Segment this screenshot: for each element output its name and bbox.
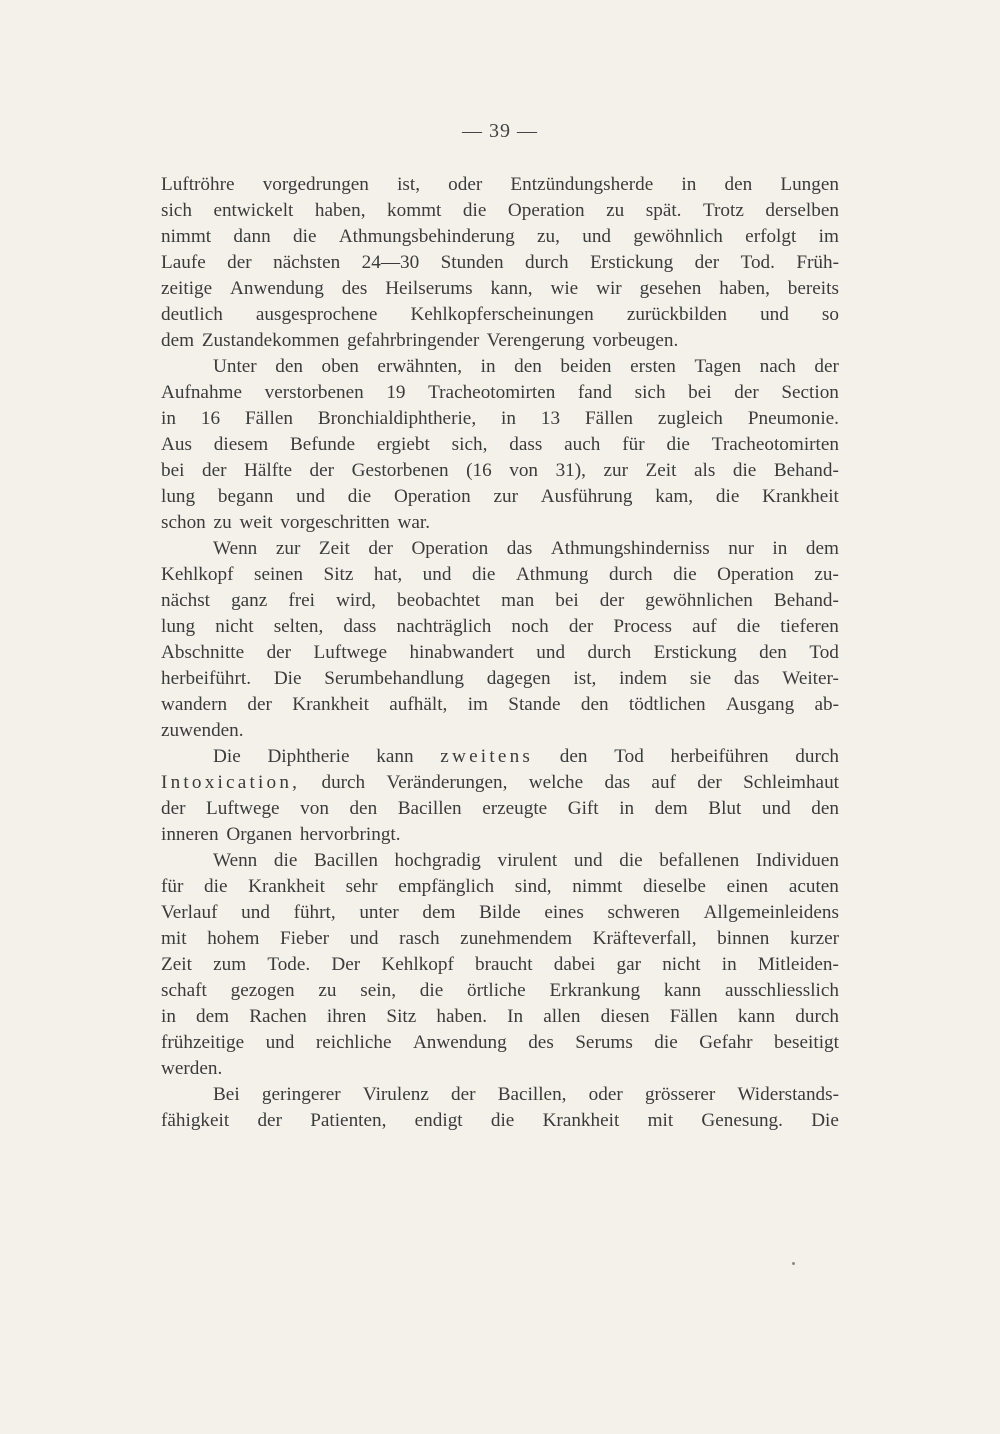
text-line: Wenn die Bacillen hochgradig virulent und die befallenen Individuen: [213, 850, 839, 871]
text-line: sich entwickelt haben, kommt die Operation zu spät. Trotz derselben: [161, 200, 839, 221]
text-line: bei der Hälfte der Gestorbenen (16 von 31), zur Zeit als die Behand-: [161, 460, 839, 481]
text-line: werden.: [161, 1058, 223, 1079]
page-number: — 39 —: [462, 120, 538, 142]
text-line: Intoxication, durch Veränderungen, welche das auf der Schleimhaut: [161, 772, 839, 793]
text-line: schaft gezogen zu sein, die örtliche Erkrankung kann ausschliesslich: [161, 980, 839, 1001]
text-line: Luftröhre vorgedrungen ist, oder Entzündungsherde in den Lungen: [161, 174, 839, 195]
text-line: herbeiführt. Die Serumbehandlung dagegen ist, indem sie das Weiter-: [161, 668, 839, 689]
text-line: frühzeitige und reichliche Anwendung des Serums die Gefahr beseitigt: [161, 1032, 839, 1053]
text-line: wandern der Krankheit aufhält, im Stande den tödtlichen Ausgang ab-: [161, 694, 839, 715]
text-line: mit hohem Fieber und rasch zunehmendem Kräfteverfall, binnen kurzer: [161, 928, 839, 949]
text-line: Die Diphtherie kann zweitens den Tod herbeiführen durch: [213, 746, 839, 767]
text-line: Bei geringerer Virulenz der Bacillen, oder grösserer Widerstands-: [213, 1084, 839, 1105]
text-line: fähigkeit der Patienten, endigt die Krankheit mit Genesung. Die: [161, 1110, 839, 1131]
text-line: Unter den oben erwähnten, in den beiden ersten Tagen nach der: [213, 356, 839, 377]
text-line: zuwenden.: [161, 720, 244, 741]
text-line: nimmt dann die Athmungsbehinderung zu, und gewöhnlich erfolgt im: [161, 226, 839, 247]
text-line: der Luftwege von den Bacillen erzeugte Gift in dem Blut und den: [161, 798, 839, 819]
body-text: [161, 172, 839, 1134]
text-line: schon zu weit vorgeschritten war.: [161, 512, 431, 533]
text-line: nächst ganz frei wird, beobachtet man bei der gewöhnlichen Behand-: [161, 590, 839, 611]
paper-speck: [792, 1262, 795, 1265]
text-line: Zeit zum Tode. Der Kehlkopf braucht dabei gar nicht in Mitleiden-: [161, 954, 839, 975]
text-line: für die Krankheit sehr empfänglich sind, nimmt dieselbe einen acuten: [161, 876, 839, 897]
text-line: lung nicht selten, dass nachträglich noch der Process auf die tieferen: [161, 616, 839, 637]
text-line: deutlich ausgesprochene Kehlkopferscheinungen zurückbilden und so: [161, 304, 839, 325]
text-line: Kehlkopf seinen Sitz hat, und die Athmung durch die Operation zu-: [161, 564, 839, 585]
text-line: lung begann und die Operation zur Ausführung kam, die Krankheit: [161, 486, 839, 507]
text-line: Verlauf und führt, unter dem Bilde eines schweren Allgemeinleidens: [161, 902, 839, 923]
text-line: Aus diesem Befunde ergiebt sich, dass auch für die Tracheotomirten: [161, 434, 839, 455]
text-line: Aufnahme verstorbenen 19 Tracheotomirten fand sich bei der Section: [161, 382, 839, 403]
text-line: in dem Rachen ihren Sitz haben. In allen diesen Fällen kann durch: [161, 1006, 839, 1027]
text-line: Laufe der nächsten 24—30 Stunden durch Erstickung der Tod. Früh-: [161, 252, 839, 273]
text-line: zeitige Anwendung des Heilserums kann, wie wir gesehen haben, bereits: [161, 278, 839, 299]
text-line: in 16 Fällen Bronchialdiphtherie, in 13 Fällen zugleich Pneumonie.: [161, 408, 839, 429]
text-line: Wenn zur Zeit der Operation das Athmungshinderniss nur in dem: [213, 538, 839, 559]
text-line: inneren Organen hervorbringt.: [161, 824, 401, 845]
text-line: dem Zustandekommen gefahrbringender Verengerung vorbeugen.: [161, 330, 679, 351]
text-line: Abschnitte der Luftwege hinabwandert und durch Erstickung den Tod: [161, 642, 839, 663]
